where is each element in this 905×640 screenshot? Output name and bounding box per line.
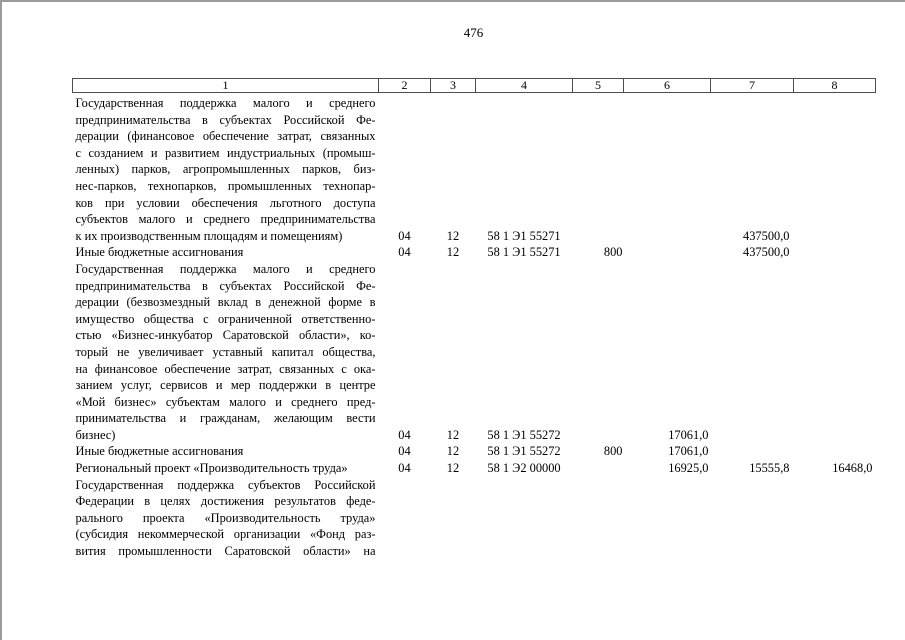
cell-col5: [573, 261, 624, 444]
cell-col5: 800: [603, 444, 623, 459]
paragraph-line: стью «Бизнес-инкубатор Саратовской области», ко-: [75, 328, 376, 343]
column-header-4: 4: [476, 79, 573, 93]
table-header-row: [73, 79, 876, 93]
cell-col2: 04: [398, 427, 411, 442]
paragraph-line: Региональный проект «Производительность труда»: [75, 461, 348, 476]
page-number: 476: [463, 25, 484, 40]
cell-col2: 04: [398, 444, 411, 459]
cell-col7: 437500,0: [743, 228, 790, 243]
cell-col3: 12: [446, 245, 460, 260]
cell-col4: 58 1 Э2 00000: [487, 461, 561, 476]
cell-col8: [794, 244, 876, 261]
cell-col3: 12: [446, 461, 460, 476]
cell-col7: 437500,0: [743, 245, 790, 260]
paragraph-line: Иные бюджетные ассигнования: [75, 444, 244, 459]
cell-col6: [624, 244, 711, 261]
column-header-7: 7: [711, 79, 794, 93]
column-header-3: 3: [431, 79, 476, 93]
cell-col5: [573, 460, 624, 477]
cell-col8: [794, 477, 876, 560]
paragraph-line: на финансовое обеспечение затрат, связанных с ока-: [75, 361, 376, 376]
paragraph-line: субъектов малого и среднего предпринимательства: [75, 212, 376, 227]
paragraph-line: вития промышленности Саратовской области» на: [75, 544, 376, 559]
column-header-2: 2: [379, 79, 431, 93]
cell-col2: 04: [398, 461, 411, 476]
row-title: [73, 443, 379, 460]
cell-col4: 58 1 Э1 55272: [487, 444, 561, 459]
row-title: [73, 460, 379, 477]
table-row: [73, 93, 876, 245]
cell-col4: 58 1 Э1 55271: [487, 228, 561, 243]
row-title: [73, 477, 379, 560]
row-title: [73, 93, 379, 245]
paragraph-line: Государственная поддержка субъектов Российской: [75, 477, 376, 492]
cell-col2: 04: [398, 228, 411, 243]
paragraph-line: ленных) парков, агропромышленных парков, биз-: [75, 162, 376, 177]
cell-col5: [573, 477, 624, 560]
column-header-5: 5: [573, 79, 624, 93]
paragraph-line: дерации (безвозмездный вклад в денежной форме в: [75, 295, 376, 310]
paragraph-line: предпринимательства в субъектах Российской Фе-: [75, 278, 376, 293]
cell-col6: 16925,0: [668, 461, 709, 476]
budget-table: [72, 78, 876, 560]
paragraph-line: принимательства и гражданам, желающим вести: [75, 411, 376, 426]
cell-col7: [711, 261, 794, 444]
table-row: [73, 261, 876, 444]
paragraph-line: Иные бюджетные ассигнования: [75, 245, 244, 260]
cell-col7: 15555,8: [749, 461, 790, 476]
cell-col3: 12: [446, 228, 460, 243]
paragraph-line: торый не увеличивает уставный капитал общества,: [75, 344, 376, 359]
table-row: [73, 443, 876, 460]
column-header-1: 1: [73, 79, 379, 93]
cell-col3: 12: [446, 427, 460, 442]
paragraph-line: предпринимательства в субъектах Российской Фе-: [75, 112, 376, 127]
paragraph-line: Федерации в целях достижения результатов феде-: [75, 494, 376, 509]
cell-col6: [624, 93, 711, 245]
paragraph-line: к их производственным площадям и помещениям): [75, 228, 343, 243]
paragraph-line: ков при условии обеспечения льготного доступа: [75, 195, 376, 210]
paragraph-line: Государственная поддержка малого и среднего: [75, 261, 376, 276]
paragraph-line: имущество общества с ограниченной ответственно-: [75, 311, 376, 326]
cell-col6: [624, 477, 711, 560]
cell-col8: [794, 261, 876, 444]
cell-col5: [573, 93, 624, 245]
cell-col3: 12: [446, 444, 460, 459]
cell-col7: [711, 443, 794, 460]
cell-col2: [379, 477, 431, 560]
cell-col8: [794, 443, 876, 460]
column-header-8: 8: [794, 79, 876, 93]
cell-col7: [711, 477, 794, 560]
cell-col4: 58 1 Э1 55271: [487, 245, 561, 260]
paragraph-line: (субсидия некоммерческой организации «Фонд раз-: [75, 527, 376, 542]
row-title: [73, 261, 379, 444]
cell-col5: 800: [603, 245, 623, 260]
cell-col3: [431, 477, 476, 560]
paragraph-line: занием услуг, сервисов и мер поддержки в центре: [75, 378, 376, 393]
cell-col6: 17061,0: [668, 427, 709, 442]
paragraph-line: Государственная поддержка малого и среднего: [75, 96, 376, 110]
cell-col4: 58 1 Э1 55272: [487, 427, 561, 442]
paragraph-line: бизнес): [75, 427, 116, 442]
table-row: [73, 477, 876, 560]
column-header-6: 6: [624, 79, 711, 93]
paragraph-line: «Мой бизнес» субъектам малого и среднего пред-: [75, 394, 376, 409]
table-row: [73, 244, 876, 261]
cell-col8: 16468,0: [832, 461, 873, 476]
cell-col8: [794, 93, 876, 245]
paragraph-line: дерации (финансовое обеспечение затрат, связанных: [75, 129, 376, 144]
cell-col4: [476, 477, 573, 560]
paragraph-line: рального проекта «Производительность труда»: [75, 510, 376, 525]
row-title: [73, 244, 379, 261]
cell-col2: 04: [398, 245, 411, 260]
paragraph-line: нес-парков, технопарков, промышленных технопар-: [75, 178, 376, 193]
paragraph-line: с созданием и развитием индустриальных (промыш-: [75, 145, 376, 160]
table-row: [73, 460, 876, 477]
document-page: [72, 25, 875, 560]
cell-col6: 17061,0: [668, 444, 709, 459]
